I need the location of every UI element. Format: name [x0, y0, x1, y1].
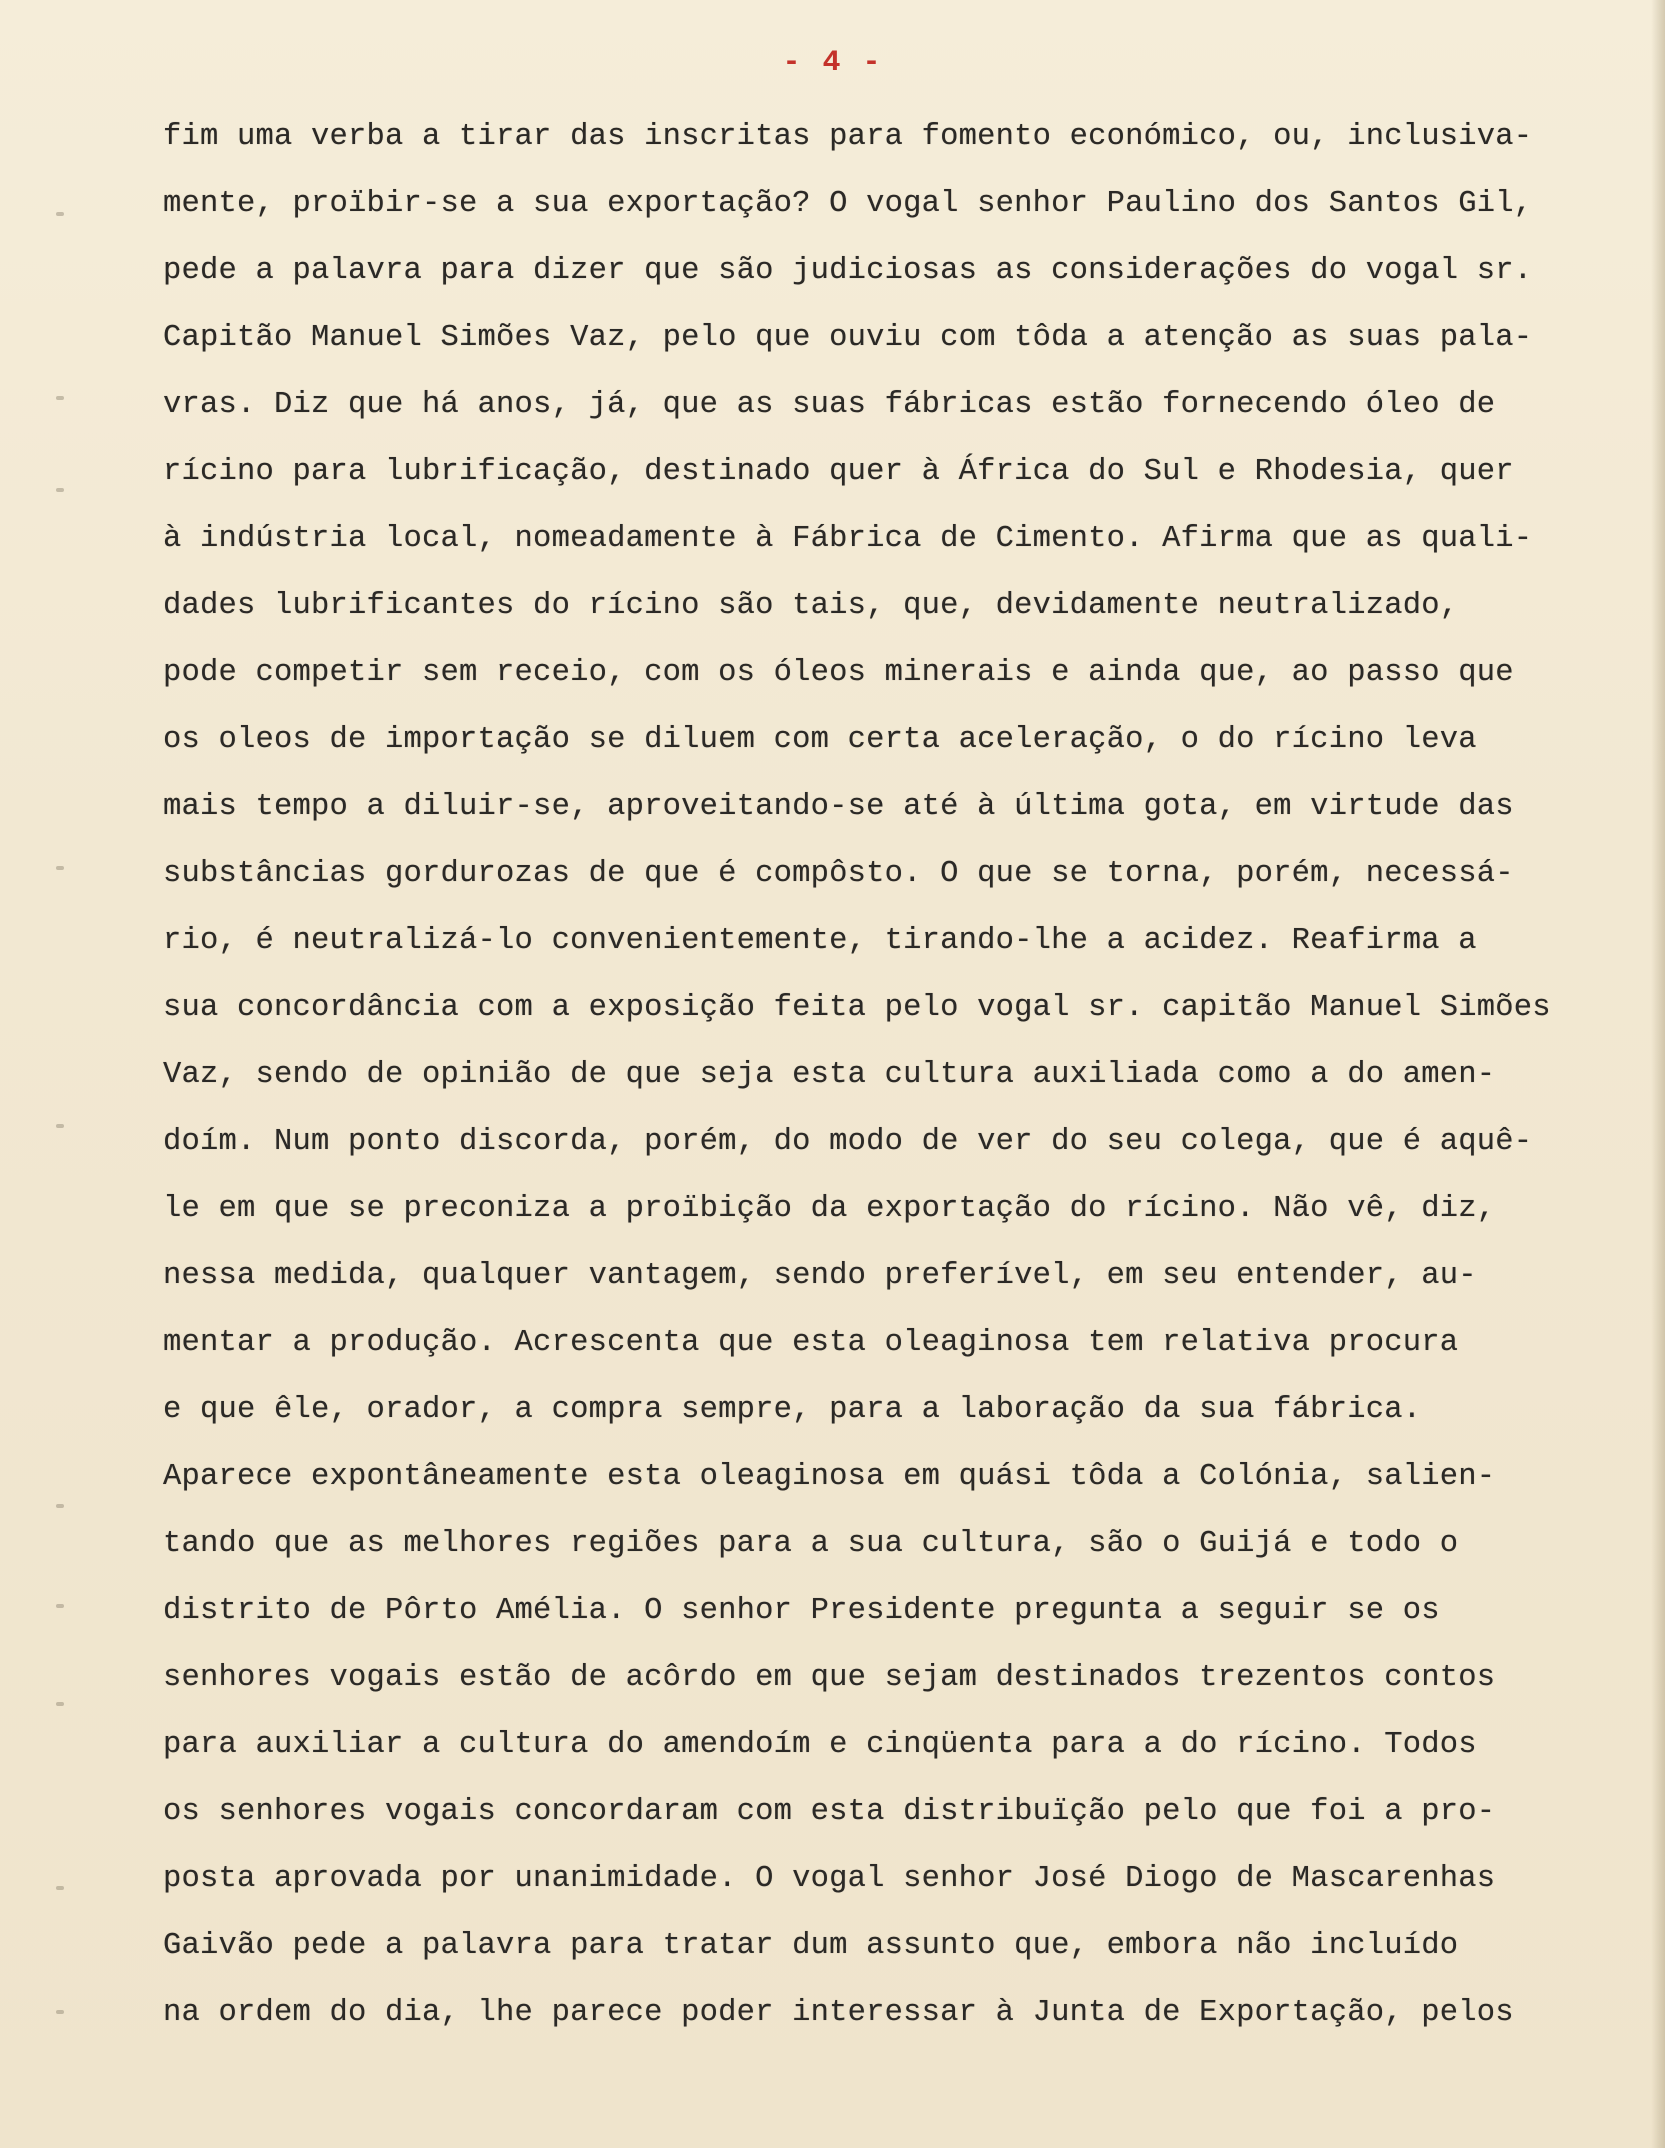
page-number: - 4 -	[782, 46, 883, 80]
text-line: doím. Num ponto discorda, porém, do modo de ver do seu colega, que é aquê-	[163, 1125, 1533, 1159]
text-line: dades lubrificantes do rícino são tais, que, devidamente neutralizado,	[163, 589, 1459, 623]
margin-speck	[56, 212, 64, 216]
text-line: pode competir sem receio, com os óleos minerais e ainda que, ao passo que	[163, 656, 1514, 690]
text-line: Vaz, sendo de opinião de que seja esta cultura auxiliada como a do amen-	[163, 1058, 1496, 1092]
text-line: mais tempo a diluir-se, aproveitando-se até à última gota, em virtude das	[163, 790, 1514, 824]
text-line: os oleos de importação se diluem com certa aceleração, o do rícino leva	[163, 723, 1477, 757]
text-line: nessa medida, qualquer vantagem, sendo preferível, em seu entender, au-	[163, 1259, 1477, 1293]
text-line: para auxiliar a cultura do amendoím e cinqüenta para a do rícino. Todos	[163, 1728, 1477, 1762]
text-line: e que êle, orador, a compra sempre, para a laboração da sua fábrica.	[163, 1393, 1422, 1427]
margin-speck	[56, 1886, 64, 1890]
margin-speck	[56, 396, 64, 400]
text-line: distrito de Pôrto Amélia. O senhor Presidente pregunta a seguir se os	[163, 1594, 1440, 1628]
text-line: Gaivão pede a palavra para tratar dum assunto que, embora não incluído	[163, 1929, 1459, 1963]
margin-speck	[56, 1504, 64, 1508]
text-line: senhores vogais estão de acôrdo em que sejam destinados trezentos contos	[163, 1661, 1496, 1695]
margin-speck	[56, 1604, 64, 1608]
margin-speck	[56, 488, 64, 492]
text-line: pede a palavra para dizer que são judiciosas as considerações do vogal sr.	[163, 254, 1533, 288]
margin-speck	[56, 1124, 64, 1128]
text-line: rícino para lubrificação, destinado quer à África do Sul e Rhodesia, quer	[163, 455, 1514, 489]
text-line: os senhores vogais concordaram com esta distribuïção pelo que foi a pro-	[163, 1795, 1496, 1829]
typed-body-text	[163, 104, 1643, 2047]
margin-speck	[56, 866, 64, 870]
text-line: rio, é neutralizá-lo convenientemente, tirando-lhe a acidez. Reafirma a	[163, 924, 1477, 958]
text-line: posta aprovada por unanimidade. O vogal senhor José Diogo de Mascarenhas	[163, 1862, 1496, 1896]
text-line: mentar a produção. Acrescenta que esta oleaginosa tem relativa procura	[163, 1326, 1459, 1360]
text-line: fim uma verba a tirar das inscritas para fomento económico, ou, inclusiva-	[163, 120, 1533, 154]
text-line: sua concordância com a exposição feita pelo vogal sr. capitão Manuel Simões	[163, 991, 1551, 1025]
text-line: tando que as melhores regiões para a sua cultura, são o Guijá e todo o	[163, 1527, 1459, 1561]
text-line: Capitão Manuel Simões Vaz, pelo que ouviu com tôda a atenção as suas pala-	[163, 321, 1533, 355]
margin-speck	[56, 1702, 64, 1706]
text-line: à indústria local, nomeadamente à Fábrica de Cimento. Afirma que as quali-	[163, 522, 1533, 556]
text-line: na ordem do dia, lhe parece poder interessar à Junta de Exportação, pelos	[163, 1996, 1514, 2030]
page-edge-shadow	[1651, 0, 1665, 2148]
text-line: Aparece expontâneamente esta oleaginosa em quási tôda a Colónia, salien-	[163, 1460, 1496, 1494]
text-line: substâncias gordurozas de que é compôsto. O que se torna, porém, necessá-	[163, 857, 1514, 891]
text-line: le em que se preconiza a proïbição da exportação do rícino. Não vê, diz,	[163, 1192, 1496, 1226]
text-line: vras. Diz que há anos, já, que as suas fábricas estão fornecendo óleo de	[163, 388, 1496, 422]
margin-speck	[56, 2010, 64, 2014]
text-line: mente, proïbir-se a sua exportação? O vogal senhor Paulino dos Santos Gil,	[163, 187, 1533, 221]
